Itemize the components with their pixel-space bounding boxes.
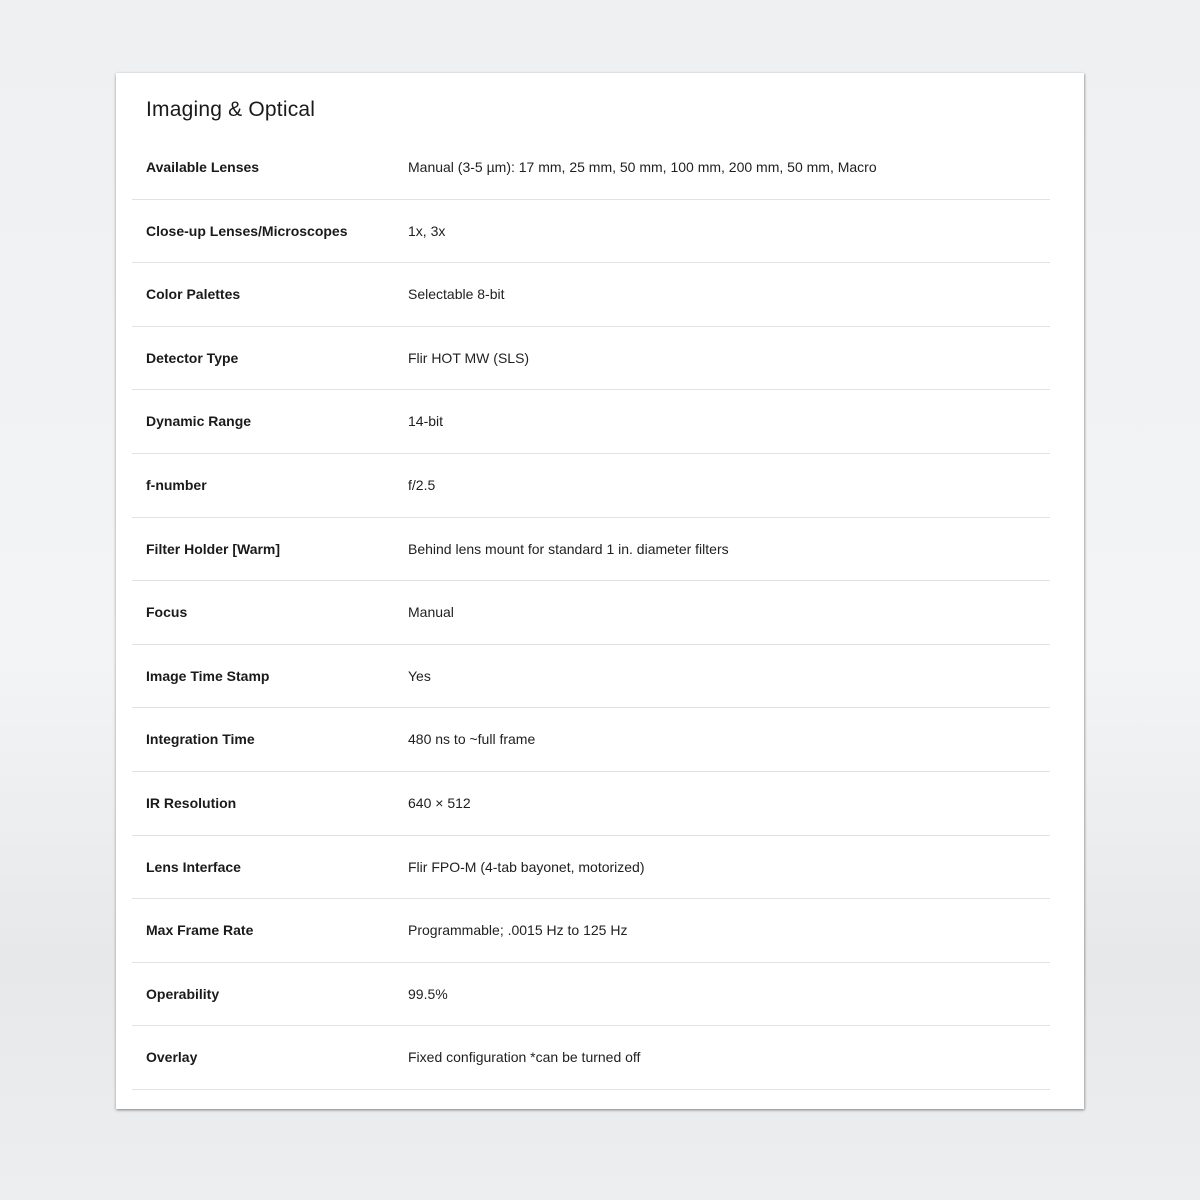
spec-value: Programmable; .0015 Hz to 125 Hz (408, 922, 628, 939)
spec-row (132, 708, 1050, 772)
spec-table (132, 136, 1050, 1090)
spec-value: Yes (408, 667, 431, 684)
spec-value: 99.5% (408, 985, 448, 1002)
spec-row (132, 263, 1050, 327)
spec-label: Image Time Stamp (146, 667, 270, 684)
spec-row (132, 327, 1050, 391)
spec-row (132, 836, 1050, 900)
spec-row (132, 136, 1050, 200)
spec-value: 1x, 3x (408, 222, 446, 239)
spec-label: Max Frame Rate (146, 922, 254, 939)
spec-label: Overlay (146, 1049, 198, 1066)
spec-label: Lens Interface (146, 858, 241, 875)
spec-row (132, 1026, 1050, 1090)
spec-label: IR Resolution (146, 794, 237, 811)
spec-value: Manual (3-5 µm): 17 mm, 25 mm, 50 mm, 100 mm, 200 mm, 50 mm, Macro (408, 159, 877, 175)
spec-label: Color Palettes (146, 286, 241, 303)
spec-row (132, 899, 1050, 963)
section-title: Imaging & Optical (146, 98, 316, 121)
spec-row (132, 200, 1050, 264)
spec-label: Close-up Lenses/Microscopes (146, 222, 348, 239)
spec-value: Manual (408, 604, 454, 621)
spec-card (116, 73, 1084, 1109)
spec-row (132, 518, 1050, 582)
spec-value: 480 ns to ~full frame (408, 731, 536, 748)
spec-row (132, 454, 1050, 518)
spec-row (132, 645, 1050, 709)
spec-label: Available Lenses (146, 159, 260, 175)
spec-value: Fixed configuration *can be turned off (408, 1049, 641, 1066)
spec-label: Dynamic Range (146, 413, 252, 430)
spec-value: f/2.5 (408, 476, 436, 493)
spec-value: 14-bit (408, 413, 444, 430)
spec-value: Flir FPO-M (4-tab bayonet, motorized) (408, 858, 645, 875)
spec-value: 640 × 512 (408, 794, 471, 811)
spec-row (132, 963, 1050, 1027)
spec-row (132, 581, 1050, 645)
spec-label: Integration Time (146, 731, 255, 748)
spec-value: Behind lens mount for standard 1 in. diameter filters (408, 540, 729, 557)
spec-label: Filter Holder [Warm] (146, 540, 281, 557)
spec-label: Focus (146, 604, 188, 621)
spec-label: Detector Type (146, 349, 239, 366)
spec-row (132, 772, 1050, 836)
spec-label: Operability (146, 985, 220, 1002)
spec-row (132, 390, 1050, 454)
spec-value: Flir HOT MW (SLS) (408, 349, 530, 366)
spec-label: f-number (146, 476, 207, 493)
spec-value: Selectable 8-bit (408, 286, 505, 303)
